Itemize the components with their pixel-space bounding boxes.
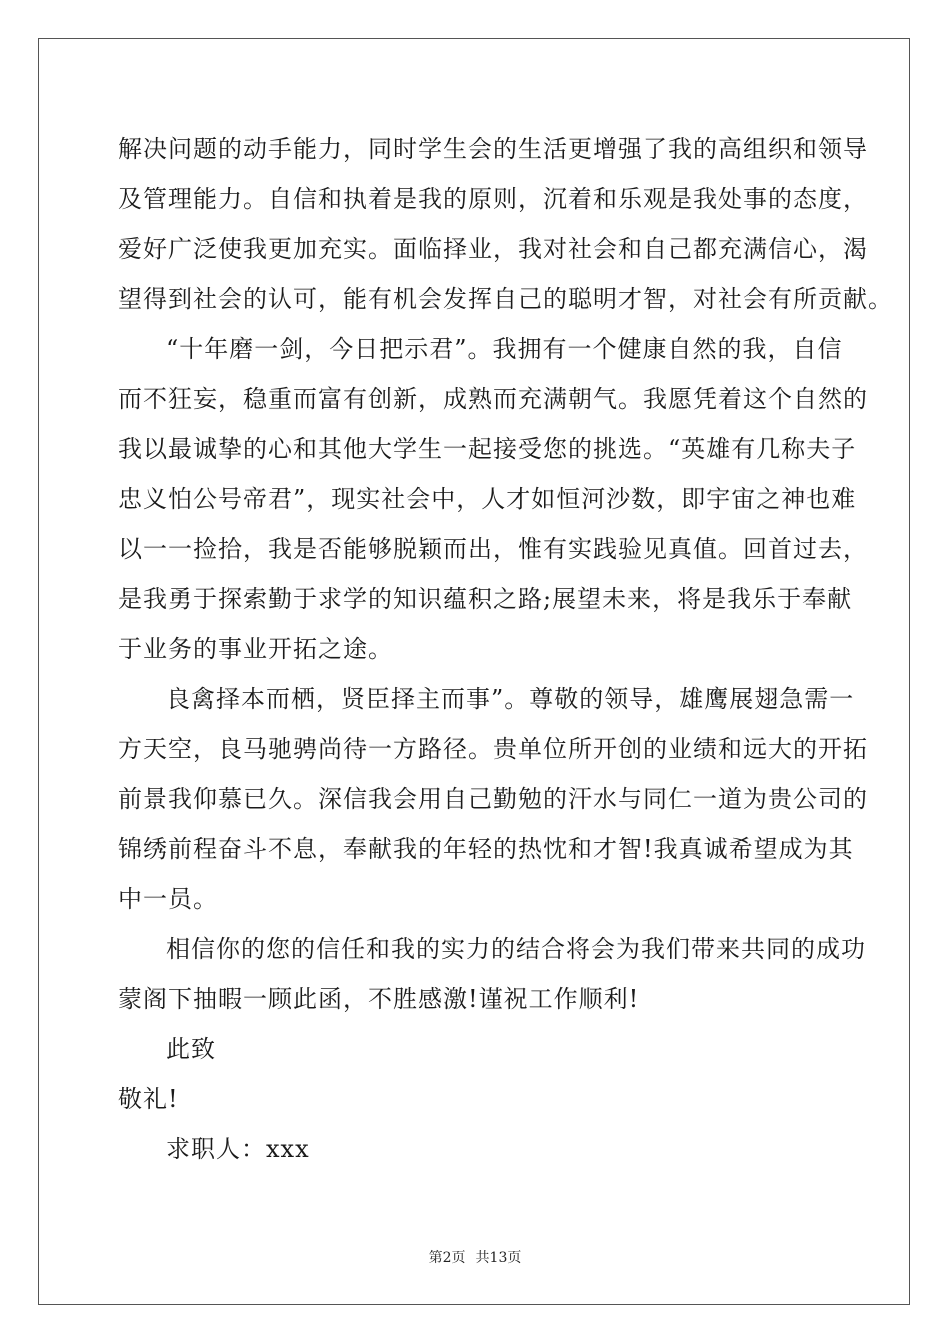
letter-line: 中一员。 — [118, 885, 218, 913]
letter-body — [118, 124, 893, 1174]
page-total: 共13页 — [475, 1250, 522, 1266]
page-footer — [0, 1247, 950, 1267]
applicant-signature: 求职人：xxx — [166, 1135, 310, 1163]
letter-line: 良禽择本而栖，贤臣择主而事”。尊敬的领导，雄鹰展翅急需一 — [166, 685, 855, 713]
letter-line: 是我勇于探索勤于求学的知识蕴积之路;展望未来，将是我乐于奉献 — [118, 585, 853, 613]
letter-line: 我以最诚挚的心和其他大学生一起接受您的挑选。“英雄有几称夫子 — [118, 435, 857, 463]
letter-line: 方天空，良马驰骋尚待一方路径。贵单位所开创的业绩和远大的开拓 — [118, 735, 868, 763]
letter-line: 而不狂妄，稳重而富有创新，成熟而充满朝气。我愿凭着这个自然的 — [118, 385, 868, 413]
page-number: 第2页 — [428, 1250, 466, 1266]
letter-line: “十年磨一剑，今日把示君”。我拥有一个健康自然的我，自信 — [166, 335, 843, 363]
letter-line: 解决问题的动手能力，同时学生会的生活更增强了我的高组织和领导 — [118, 135, 868, 163]
letter-line: 蒙阁下抽暇一顾此函，不胜感激!谨祝工作顺利! — [118, 985, 640, 1013]
letter-line: 爱好广泛使我更加充实。面临择业，我对社会和自己都充满信心，渴 — [118, 235, 868, 263]
letter-line: 锦绣前程奋斗不息，奉献我的年轻的热忱和才智!我真诚希望成为其 — [118, 835, 854, 863]
letter-line: 以一一捡拾，我是否能够脱颖而出，惟有实践验见真值。回首过去， — [118, 535, 868, 563]
closing-salutation: 此致 — [166, 1035, 216, 1063]
letter-line: 前景我仰慕已久。深信我会用自己勤勉的汗水与同仁一道为贵公司的 — [118, 785, 868, 813]
closing-regards: 敬礼! — [118, 1085, 179, 1113]
letter-line: 相信你的您的信任和我的实力的结合将会为我们带来共同的成功 — [166, 935, 866, 963]
letter-line: 于业务的事业开拓之途。 — [118, 635, 393, 663]
letter-line: 望得到社会的认可，能有机会发挥自己的聪明才智，对社会有所贡献。 — [118, 285, 893, 313]
letter-line: 及管理能力。自信和执着是我的原则，沉着和乐观是我处事的态度， — [118, 185, 868, 213]
letter-line: 忠义怕公号帝君”，现实社会中，人才如恒河沙数，即宇宙之神也难 — [118, 485, 857, 513]
